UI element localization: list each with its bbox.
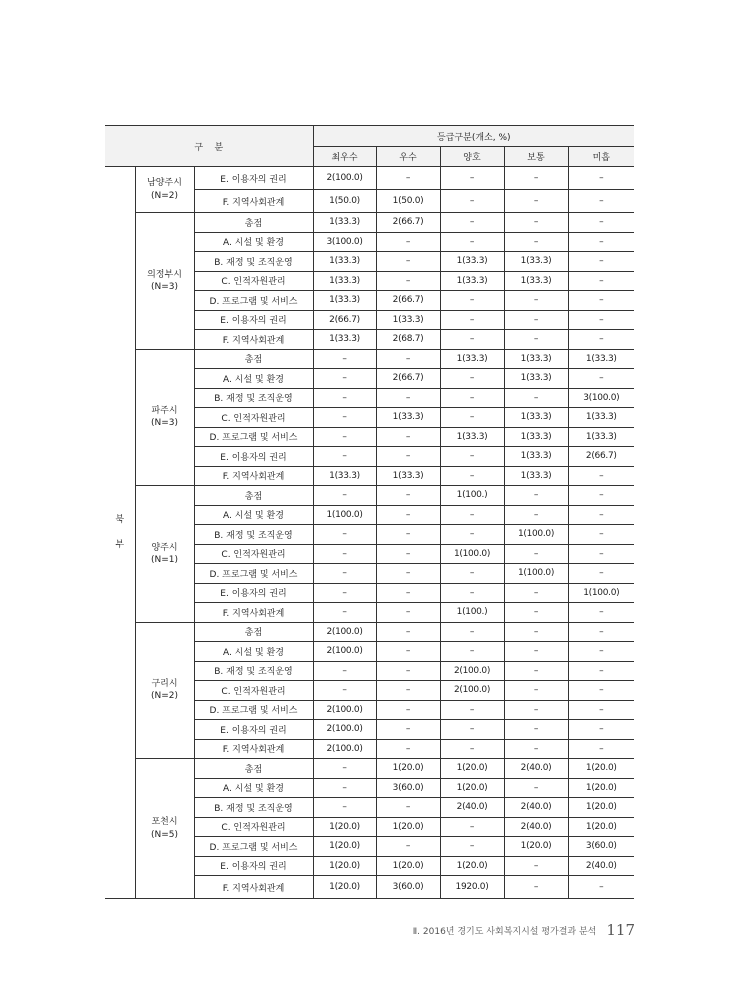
item-label: F. 지역사회관계 (194, 190, 313, 213)
grade-value-cell: – (440, 213, 504, 233)
city-label: 남양주시 (N=2) (135, 167, 194, 213)
grade-value-cell: – (313, 349, 376, 369)
grade-header-cell: 보통 (504, 147, 568, 167)
grade-value-cell: – (568, 544, 634, 564)
grade-value-cell: – (376, 681, 440, 701)
grade-value-cell: – (568, 271, 634, 291)
grade-value-cell: – (313, 544, 376, 564)
grade-value-cell: – (376, 720, 440, 740)
grade-value-cell: – (568, 310, 634, 330)
grade-value-cell: 1(20.0) (376, 856, 440, 876)
grade-header-cell: 미흡 (568, 147, 634, 167)
grade-value-cell: – (313, 486, 376, 506)
grade-value-cell: – (504, 700, 568, 720)
grade-value-cell: 1(33.3) (568, 349, 634, 369)
grade-value-cell: – (376, 661, 440, 681)
grade-value-cell: – (376, 232, 440, 252)
grade-value-cell: – (376, 603, 440, 623)
grade-value-cell: 3(100.0) (313, 232, 376, 252)
grade-value-cell: 1(50.0) (313, 190, 376, 213)
grade-value-cell: – (313, 388, 376, 408)
item-label: D. 프로그램 및 서비스 (194, 427, 313, 447)
item-label: F. 지역사회관계 (194, 603, 313, 623)
grade-value-cell: 1(33.3) (504, 252, 568, 272)
city-label: 양주시 (N=1) (135, 486, 194, 623)
page-footer (390, 920, 635, 940)
grade-value-cell: – (376, 642, 440, 662)
grade-value-cell: – (440, 388, 504, 408)
city-label: 구리시 (N=2) (135, 622, 194, 759)
grade-value-cell: – (440, 700, 504, 720)
grade-value-cell: 1(20.0) (440, 778, 504, 798)
grade-value-cell: – (376, 525, 440, 545)
grade-header-cell: 최우수 (313, 147, 376, 167)
grade-value-cell: 1(33.3) (504, 466, 568, 486)
grade-value-cell: – (568, 505, 634, 525)
grade-value-cell: 1(100.0) (313, 505, 376, 525)
grade-value-cell: 1(33.3) (568, 427, 634, 447)
grade-value-cell: – (440, 739, 504, 759)
grade-value-cell: – (504, 739, 568, 759)
grade-value-cell: 2(40.0) (504, 759, 568, 779)
grade-value-cell: 1(20.0) (568, 759, 634, 779)
grade-value-cell: – (504, 291, 568, 311)
grade-value-cell: 1(33.3) (440, 427, 504, 447)
grade-value-cell: 1(20.0) (440, 856, 504, 876)
grade-value-cell: – (440, 167, 504, 190)
item-label: E. 이용자의 권리 (194, 856, 313, 876)
grade-value-cell: – (440, 190, 504, 213)
grade-value-cell: 1(33.3) (313, 213, 376, 233)
grade-value-cell: 1(33.3) (313, 291, 376, 311)
grade-value-cell: 1(20.0) (440, 759, 504, 779)
grade-value-cell: 2(66.7) (376, 213, 440, 233)
grade-value-cell: – (568, 167, 634, 190)
grade-value-cell: – (504, 603, 568, 623)
grade-value-cell: 1(20.0) (313, 837, 376, 857)
item-label: E. 이용자의 권리 (194, 720, 313, 740)
grade-value-cell: – (568, 369, 634, 389)
grade-value-cell: 2(100.0) (313, 622, 376, 642)
item-label: D. 프로그램 및 서비스 (194, 291, 313, 311)
grade-value-cell: – (376, 564, 440, 584)
grade-value-cell: 2(100.0) (440, 661, 504, 681)
grade-value-cell: – (440, 310, 504, 330)
grade-value-cell: 1(100.) (440, 486, 504, 506)
grade-value-cell: – (504, 232, 568, 252)
grade-value-cell: – (568, 213, 634, 233)
grade-value-cell: 1(20.0) (376, 759, 440, 779)
grade-value-cell: 2(100.0) (313, 739, 376, 759)
grade-value-cell: 1(20.0) (313, 876, 376, 899)
grade-value-cell: 3(60.0) (376, 778, 440, 798)
grade-value-cell: 1(50.0) (376, 190, 440, 213)
item-label: 총점 (194, 349, 313, 369)
grade-table (105, 125, 634, 899)
grade-value-cell: 1(20.0) (568, 817, 634, 837)
grade-value-cell: – (313, 661, 376, 681)
grade-value-cell: 1(20.0) (313, 856, 376, 876)
grade-value-cell: – (313, 778, 376, 798)
grade-value-cell: – (313, 603, 376, 623)
grade-value-cell: – (504, 876, 568, 899)
grade-value-cell: – (376, 739, 440, 759)
grade-value-cell: 1(33.3) (376, 466, 440, 486)
item-label: B. 재정 및 조직운영 (194, 525, 313, 545)
grade-value-cell: – (504, 778, 568, 798)
grade-value-cell: – (376, 486, 440, 506)
item-label: B. 재정 및 조직운영 (194, 252, 313, 272)
grade-value-cell: 1(20.0) (568, 778, 634, 798)
region-label: 북 부 (105, 167, 135, 899)
division-header: 구 분 (105, 126, 313, 167)
grade-value-cell: – (440, 817, 504, 837)
grade-value-cell: 2(40.0) (440, 798, 504, 818)
grade-value-cell: – (504, 720, 568, 740)
grade-value-cell: – (376, 388, 440, 408)
grade-value-cell: 1(33.3) (376, 408, 440, 428)
grade-value-cell: 1(20.0) (568, 798, 634, 818)
city-label: 포천시 (N=5) (135, 759, 194, 899)
grade-value-cell: – (504, 505, 568, 525)
grade-value-cell: – (313, 583, 376, 603)
grade-value-cell: – (313, 681, 376, 701)
grade-value-cell: 1(100.0) (504, 525, 568, 545)
grade-value-cell: 1(100.0) (440, 544, 504, 564)
grade-value-cell: – (568, 622, 634, 642)
grade-value-cell: 1(33.3) (440, 271, 504, 291)
table-row (105, 486, 634, 506)
item-label: B. 재정 및 조직운영 (194, 798, 313, 818)
grade-value-cell: – (504, 190, 568, 213)
item-label: 총점 (194, 486, 313, 506)
grade-value-cell: 2(66.7) (568, 447, 634, 467)
grade-value-cell: – (440, 525, 504, 545)
grade-value-cell: 3(60.0) (568, 837, 634, 857)
grade-value-cell: 1(33.3) (440, 349, 504, 369)
page-number: 117 (606, 921, 635, 939)
item-label: A. 시설 및 환경 (194, 778, 313, 798)
grade-value-cell: 1(100.) (440, 603, 504, 623)
grade-value-cell: 1(20.0) (504, 837, 568, 857)
grade-value-cell: – (504, 622, 568, 642)
table-row (105, 622, 634, 642)
grade-value-cell: – (504, 388, 568, 408)
grade-value-cell: 2(100.0) (313, 642, 376, 662)
grade-value-cell: – (376, 700, 440, 720)
grade-value-cell: 1(33.3) (504, 271, 568, 291)
grade-value-cell: – (504, 856, 568, 876)
grade-group-header: 등급구분(개소, %) (313, 126, 634, 147)
grade-value-cell: 1(20.0) (313, 817, 376, 837)
grade-value-cell: – (568, 661, 634, 681)
grade-value-cell: – (568, 190, 634, 213)
table-row (105, 759, 634, 779)
grade-value-cell: – (313, 369, 376, 389)
footer-chapter-title: Ⅱ. 2016년 경기도 사회복지시설 평가결과 분석 (412, 926, 597, 937)
grade-value-cell: 1(100.0) (568, 583, 634, 603)
grade-value-cell: 1(33.3) (313, 252, 376, 272)
grade-value-cell: 2(66.7) (376, 369, 440, 389)
grade-value-cell: – (504, 583, 568, 603)
grade-value-cell: 1(100.0) (504, 564, 568, 584)
item-label: E. 이용자의 권리 (194, 583, 313, 603)
item-label: A. 시설 및 환경 (194, 369, 313, 389)
grade-value-cell: 2(100.0) (313, 167, 376, 190)
grade-value-cell: 2(66.7) (376, 291, 440, 311)
grade-value-cell: – (440, 622, 504, 642)
item-label: A. 시설 및 환경 (194, 232, 313, 252)
item-label: D. 프로그램 및 서비스 (194, 564, 313, 584)
grade-header-cell: 양호 (440, 147, 504, 167)
grade-value-cell: 1(33.3) (504, 369, 568, 389)
grade-value-cell: 2(100.0) (440, 681, 504, 701)
grade-value-cell: – (568, 330, 634, 350)
grade-value-cell: – (440, 447, 504, 467)
grade-value-cell: 2(100.0) (313, 700, 376, 720)
grade-value-cell: – (376, 622, 440, 642)
grade-value-cell: – (504, 213, 568, 233)
item-label: E. 이용자의 권리 (194, 447, 313, 467)
grade-value-cell: – (568, 681, 634, 701)
grade-value-cell: – (440, 837, 504, 857)
item-label: B. 재정 및 조직운영 (194, 661, 313, 681)
grade-value-cell: – (504, 310, 568, 330)
grade-value-cell: – (568, 720, 634, 740)
item-label: E. 이용자의 권리 (194, 310, 313, 330)
item-label: F. 지역사회관계 (194, 739, 313, 759)
grade-value-cell: – (504, 486, 568, 506)
grade-value-cell: 2(100.0) (313, 720, 376, 740)
grade-value-cell: – (568, 525, 634, 545)
item-label: E. 이용자의 권리 (194, 167, 313, 190)
grade-value-cell: – (440, 232, 504, 252)
item-label: C. 인적자원관리 (194, 681, 313, 701)
grade-value-cell: 3(60.0) (376, 876, 440, 899)
grade-value-cell: 1(33.3) (313, 466, 376, 486)
table-row (105, 349, 634, 369)
grade-value-cell: – (568, 700, 634, 720)
grade-value-cell: – (376, 798, 440, 818)
item-label: F. 지역사회관계 (194, 466, 313, 486)
table-row (105, 167, 634, 190)
grade-value-cell: – (568, 876, 634, 899)
grade-value-cell: – (376, 837, 440, 857)
grade-value-cell: – (376, 349, 440, 369)
item-label: F. 지역사회관계 (194, 876, 313, 899)
grade-value-cell: – (376, 583, 440, 603)
grade-value-cell: – (568, 564, 634, 584)
grade-value-cell: 2(40.0) (504, 817, 568, 837)
grade-value-cell: – (440, 505, 504, 525)
grade-value-cell: – (376, 447, 440, 467)
grade-value-cell: 1(33.3) (504, 349, 568, 369)
grade-value-cell: 3(100.0) (568, 388, 634, 408)
grade-value-cell: 1(33.3) (376, 310, 440, 330)
grade-value-cell: – (313, 408, 376, 428)
grade-value-cell: – (440, 466, 504, 486)
item-label: 총점 (194, 622, 313, 642)
grade-value-cell: – (313, 564, 376, 584)
grade-value-cell: – (504, 167, 568, 190)
grade-value-cell: – (313, 798, 376, 818)
grade-header-cell: 우수 (376, 147, 440, 167)
grade-value-cell: – (440, 642, 504, 662)
item-label: 총점 (194, 213, 313, 233)
grade-value-cell: – (313, 759, 376, 779)
item-label: F. 지역사회관계 (194, 330, 313, 350)
grade-value-cell: 2(40.0) (568, 856, 634, 876)
grade-value-cell: – (376, 544, 440, 564)
grade-value-cell: – (568, 466, 634, 486)
grade-value-cell: – (504, 681, 568, 701)
grade-value-cell: – (313, 427, 376, 447)
grade-value-cell: – (376, 427, 440, 447)
grade-value-cell: – (376, 167, 440, 190)
grade-value-cell: – (504, 330, 568, 350)
item-label: C. 인적자원관리 (194, 817, 313, 837)
grade-value-cell: 1(33.3) (568, 408, 634, 428)
grade-value-cell: 1(33.3) (504, 408, 568, 428)
grade-value-cell: 1(33.3) (504, 427, 568, 447)
city-label: 의정부시 (N=3) (135, 213, 194, 350)
grade-value-cell: – (504, 661, 568, 681)
grade-value-cell: – (568, 291, 634, 311)
grade-value-cell: 1(33.3) (313, 271, 376, 291)
item-label: 총점 (194, 759, 313, 779)
grade-value-cell: 1920.0) (440, 876, 504, 899)
grade-value-cell: – (568, 486, 634, 506)
grade-value-cell: – (504, 642, 568, 662)
grade-value-cell: – (440, 369, 504, 389)
grade-value-cell: – (376, 252, 440, 272)
grade-value-cell: – (376, 271, 440, 291)
item-label: D. 프로그램 및 서비스 (194, 837, 313, 857)
grade-value-cell: 1(33.3) (313, 330, 376, 350)
grade-value-cell: – (568, 739, 634, 759)
item-label: A. 시설 및 환경 (194, 642, 313, 662)
grade-value-cell: 1(33.3) (504, 447, 568, 467)
grade-value-cell: 2(66.7) (313, 310, 376, 330)
grade-value-cell: – (313, 525, 376, 545)
grade-value-cell: – (568, 232, 634, 252)
grade-value-cell: – (568, 603, 634, 623)
grade-value-cell: – (376, 505, 440, 525)
grade-value-cell: – (313, 447, 376, 467)
grade-value-cell: – (568, 252, 634, 272)
city-label: 파주시 (N=3) (135, 349, 194, 486)
grade-value-cell: – (440, 564, 504, 584)
grade-value-cell: 1(33.3) (440, 252, 504, 272)
grade-value-cell: – (440, 720, 504, 740)
grade-value-cell: 1(20.0) (376, 817, 440, 837)
grade-value-cell: – (440, 291, 504, 311)
grade-value-cell: – (440, 583, 504, 603)
item-label: C. 인적자원관리 (194, 408, 313, 428)
grade-value-cell: – (504, 544, 568, 564)
item-label: C. 인적자원관리 (194, 544, 313, 564)
item-label: C. 인적자원관리 (194, 271, 313, 291)
table-row (105, 213, 634, 233)
item-label: A. 시설 및 환경 (194, 505, 313, 525)
item-label: B. 재정 및 조직운영 (194, 388, 313, 408)
item-label: D. 프로그램 및 서비스 (194, 700, 313, 720)
grade-value-cell: – (440, 330, 504, 350)
grade-value-cell: 2(68.7) (376, 330, 440, 350)
grade-value-cell: 2(40.0) (504, 798, 568, 818)
grade-value-cell: – (440, 408, 504, 428)
grade-value-cell: – (568, 642, 634, 662)
